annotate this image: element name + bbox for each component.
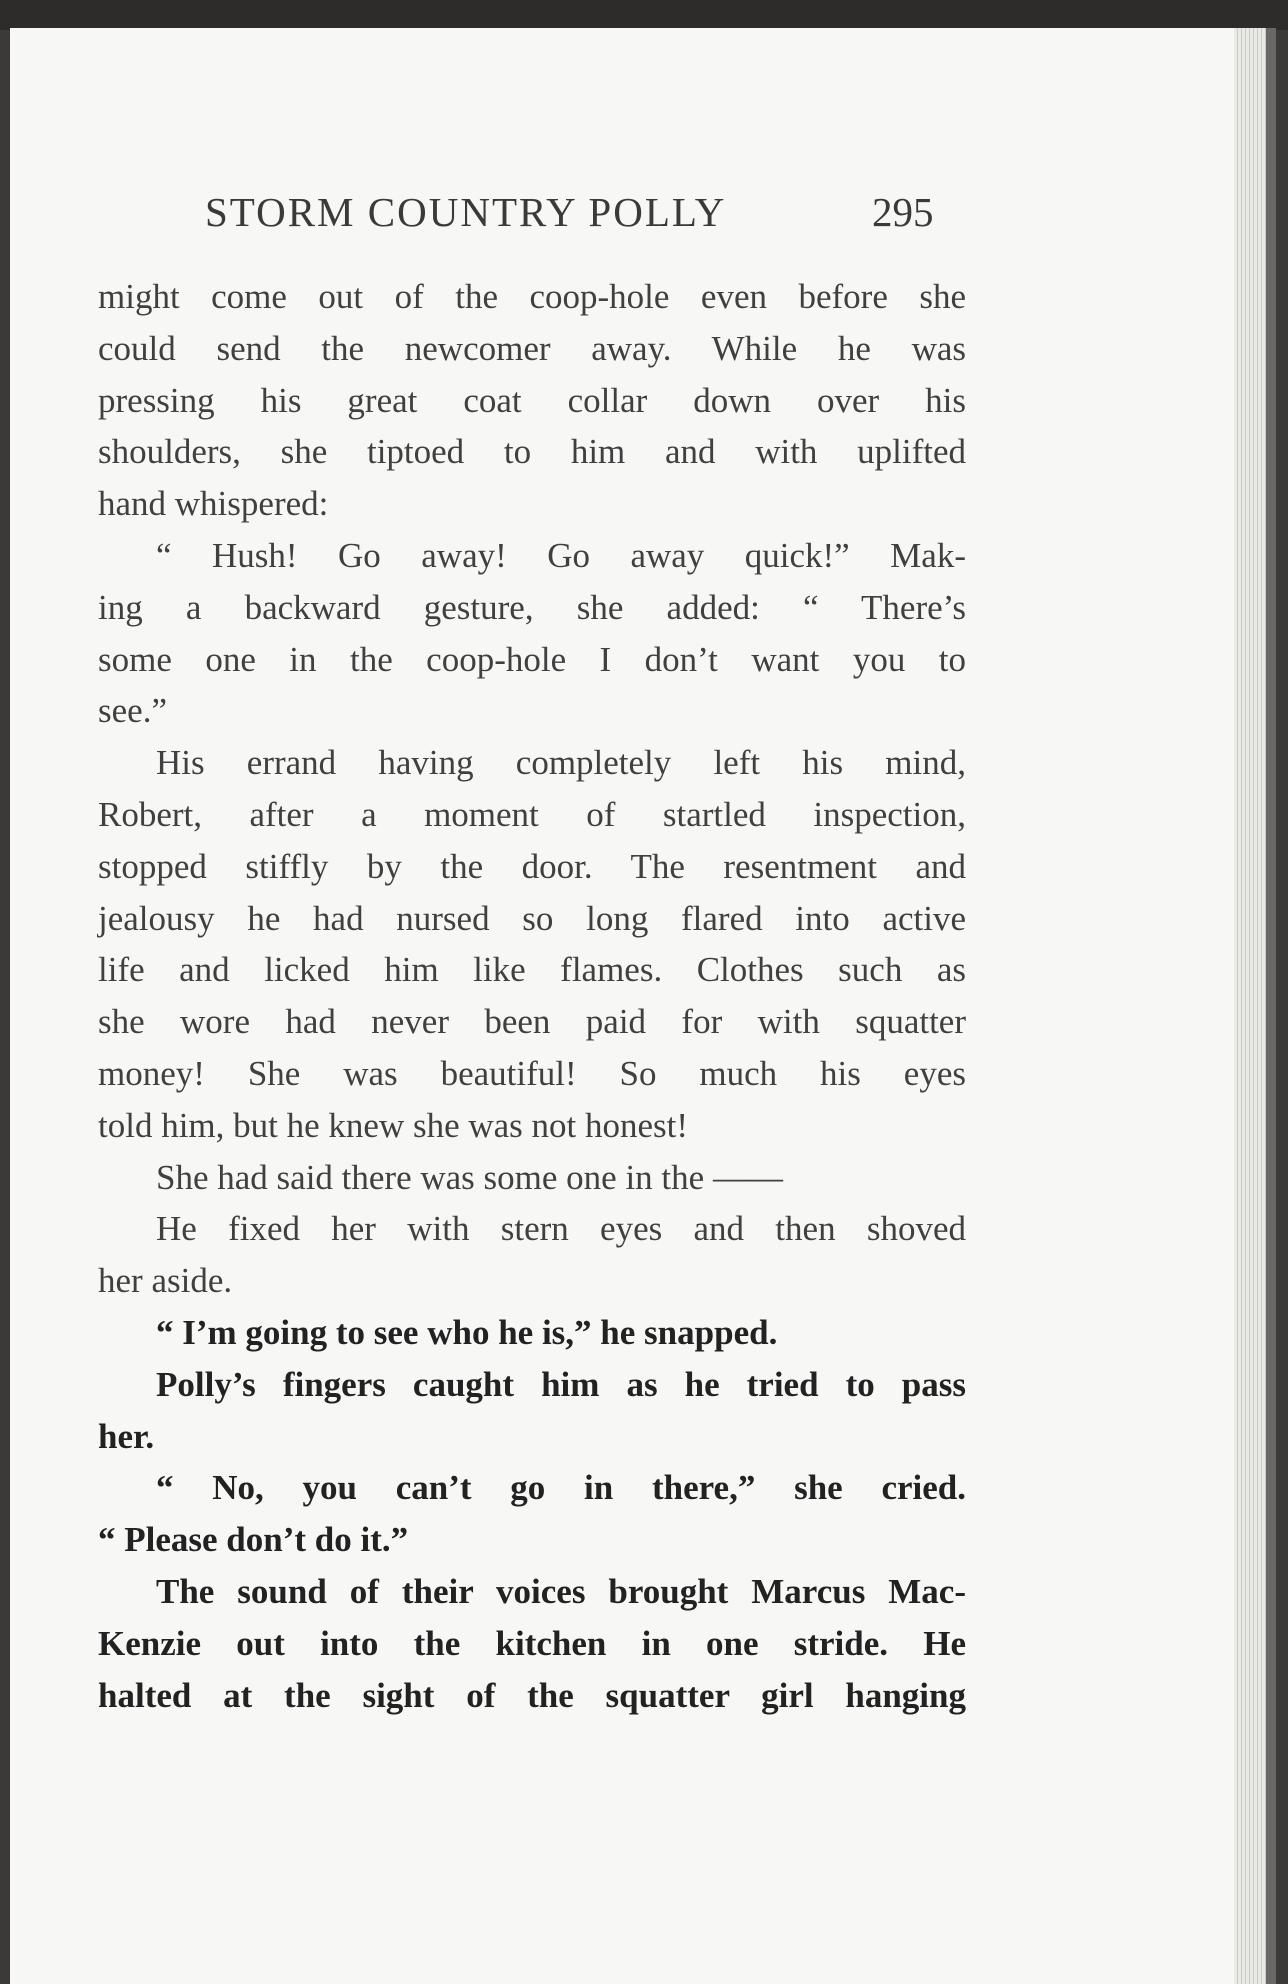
text-line: shoulders, she tiptoed to him and with uplifted [98, 432, 966, 472]
text-line: The sound of their voices brought Marcus Mac- [156, 1571, 966, 1611]
running-title: STORM COUNTRY POLLY [205, 189, 727, 235]
text-line: She had said there was some one in the —— [156, 1157, 783, 1197]
text-line: she wore had never been paid for with squatter [98, 1002, 966, 1042]
scan-border [0, 0, 1288, 30]
text-line: Robert, after a moment of startled inspection, [98, 794, 966, 834]
text-line: jealousy he had nursed so long flared into active [98, 898, 966, 938]
text-line: “ No, you can’t go in there,” she cried. [156, 1468, 966, 1508]
body-text [98, 271, 966, 1721]
text-line: see.” [98, 691, 167, 731]
text-line: her aside. [98, 1261, 233, 1301]
text-line: ing a backward gesture, she added: “ There’s [98, 587, 966, 627]
text-line: could send the newcomer away. While he was [98, 328, 966, 368]
text-line: “ Hush! Go away! Go away quick!” Mak- [156, 535, 966, 575]
text-line: some one in the coop-hole I don’t want you to [98, 639, 966, 679]
text-line: halted at the sight of the squatter girl hanging [98, 1675, 966, 1715]
page-edge-shadow [1266, 28, 1276, 1984]
text-line: life and licked him like flames. Clothes such as [98, 950, 966, 990]
text-line: money! She was beautiful! So much his eyes [98, 1053, 966, 1093]
text-line: told him, but he knew she was not honest! [98, 1105, 689, 1145]
text-line: might come out of the coop-hole even before she [98, 277, 966, 316]
text-line: He fixed her with stern eyes and then shoved [156, 1209, 966, 1249]
text-line: pressing his great coat collar down over his [98, 380, 966, 420]
text-line: Polly’s fingers caught him as he tried to pass [156, 1364, 966, 1404]
text-line: “ Please don’t do it.” [98, 1520, 409, 1560]
page-number: 295 [872, 189, 934, 235]
text-line: her. [98, 1416, 155, 1456]
text-line: stopped stiffly by the door. The resentment and [98, 846, 966, 886]
text-line: His errand having completely left his mind, [156, 743, 966, 783]
text-line: hand whispered: [98, 484, 329, 524]
book-page [10, 28, 1276, 1984]
running-head [10, 188, 1276, 248]
text-line: “ I’m going to see who he is,” he snapped. [156, 1312, 778, 1352]
text-line: Kenzie out into the kitchen in one stride. He [98, 1623, 966, 1663]
